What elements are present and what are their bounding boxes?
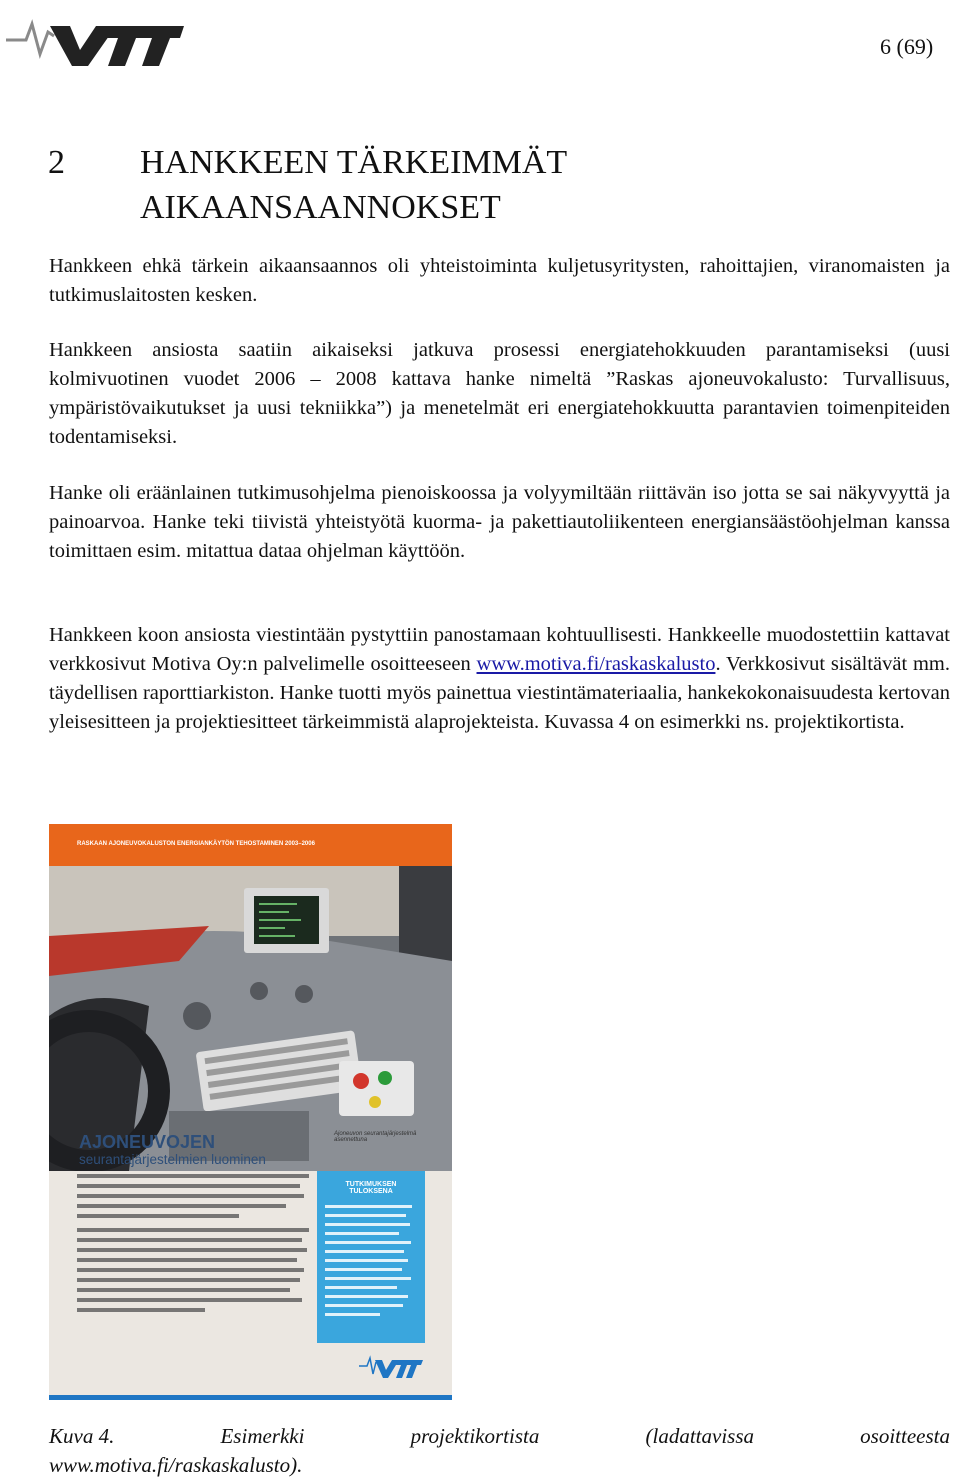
figure-subtitle: seurantajärjestelmien luominen bbox=[79, 1152, 266, 1167]
paragraph-3: Hanke oli eräänlainen tutkimusohjelma pienoiskoossa ja volyymiltään riittävän iso jotta se sai näkyvyyttä ja painoarvoa. Hanke teki tiivistä yhteistyötä kuorma- ja pakettiautoliikenteen energiansäästöohjelman kanssa toimittaen esim. mitattua dataa ohjelman käyttöön. bbox=[49, 482, 950, 562]
paragraph-1: Hankkeen ehkä tärkein aikaansaannos oli yhteistoiminta kuljetusyritysten, rahoittajien, viranomaisten ja tutkimuslaitosten kesken. bbox=[49, 255, 950, 306]
dashboard-photo bbox=[49, 866, 452, 1171]
project-card-figure bbox=[49, 824, 452, 1400]
caption-line-1: Kuva 4. Esimerkki projektikortista (ladattavissa osoitteesta bbox=[49, 1424, 950, 1448]
results-box-title: TUTKIMUKSEN TULOKSENA bbox=[345, 1181, 397, 1195]
figure-bottom-bar bbox=[49, 1395, 452, 1400]
figure-body-text bbox=[77, 1174, 309, 1318]
section-number: 2 bbox=[48, 144, 65, 181]
motiva-link[interactable]: www.motiva.fi/raskaskalusto bbox=[476, 653, 716, 675]
figure-title: AJONEUVOJEN bbox=[79, 1132, 216, 1152]
figure-band-text: RASKAAN AJONEUVOKALUSTON ENERGIANKÄYTÖN TEHOSTAMINEN 2003–2006 bbox=[77, 841, 315, 847]
section-title: HANKKEEN TÄRKEIMMÄT AIKAANSAANNOKSET bbox=[140, 144, 568, 226]
figure-vtt-logo bbox=[359, 1352, 423, 1382]
paragraph-4: Hankkeen koon ansiosta viestintään pystyttiin panostamaan kohtuullisesti. Hankkeelle muodostettiin kattavat verkkosivut Motiva Oy:n palvelimelle osoitteeseen www.motiva.fi/raskaskalusto. Verkkosivut sisältävät mm. täydellisen raporttiarkiston. Hanke tuotti myös painettua viestintämateriaalia, hankekokonaisuudesta kertovan yleisesitteen ja projektiesitteet tärkeimmistä alaprojekteista. Kuvassa 4 on esimerkki ns. projektikortista. bbox=[49, 624, 950, 733]
paragraph-2: Hankkeen ansiosta saatiin aikaiseksi jatkuva prosessi energiatehokkuuden parantamiseksi (uusi kolmivuotinen vuodet 2006 – 2008 kattava hanke nimeltä ”Raskas ajoneuvokalusto: Turvallisuus, ympäristövaikutukset ja uusi tekniikka”) ja menetelmät eri energiatehokkuutta parantavien toimenpiteiden todentamiseksi. bbox=[49, 339, 950, 448]
page-number: 6 (69) bbox=[880, 34, 934, 59]
section-heading bbox=[48, 140, 567, 230]
results-box-text bbox=[325, 1205, 417, 1322]
figure-photo-caption: Ajoneuvon seurantajärjestelmä asennettuna bbox=[334, 1131, 417, 1143]
vtt-logo bbox=[4, 2, 184, 68]
figure-caption bbox=[49, 1422, 950, 1480]
caption-line-2: www.motiva.fi/raskaskalusto). bbox=[49, 1453, 303, 1477]
results-box bbox=[317, 1171, 425, 1343]
